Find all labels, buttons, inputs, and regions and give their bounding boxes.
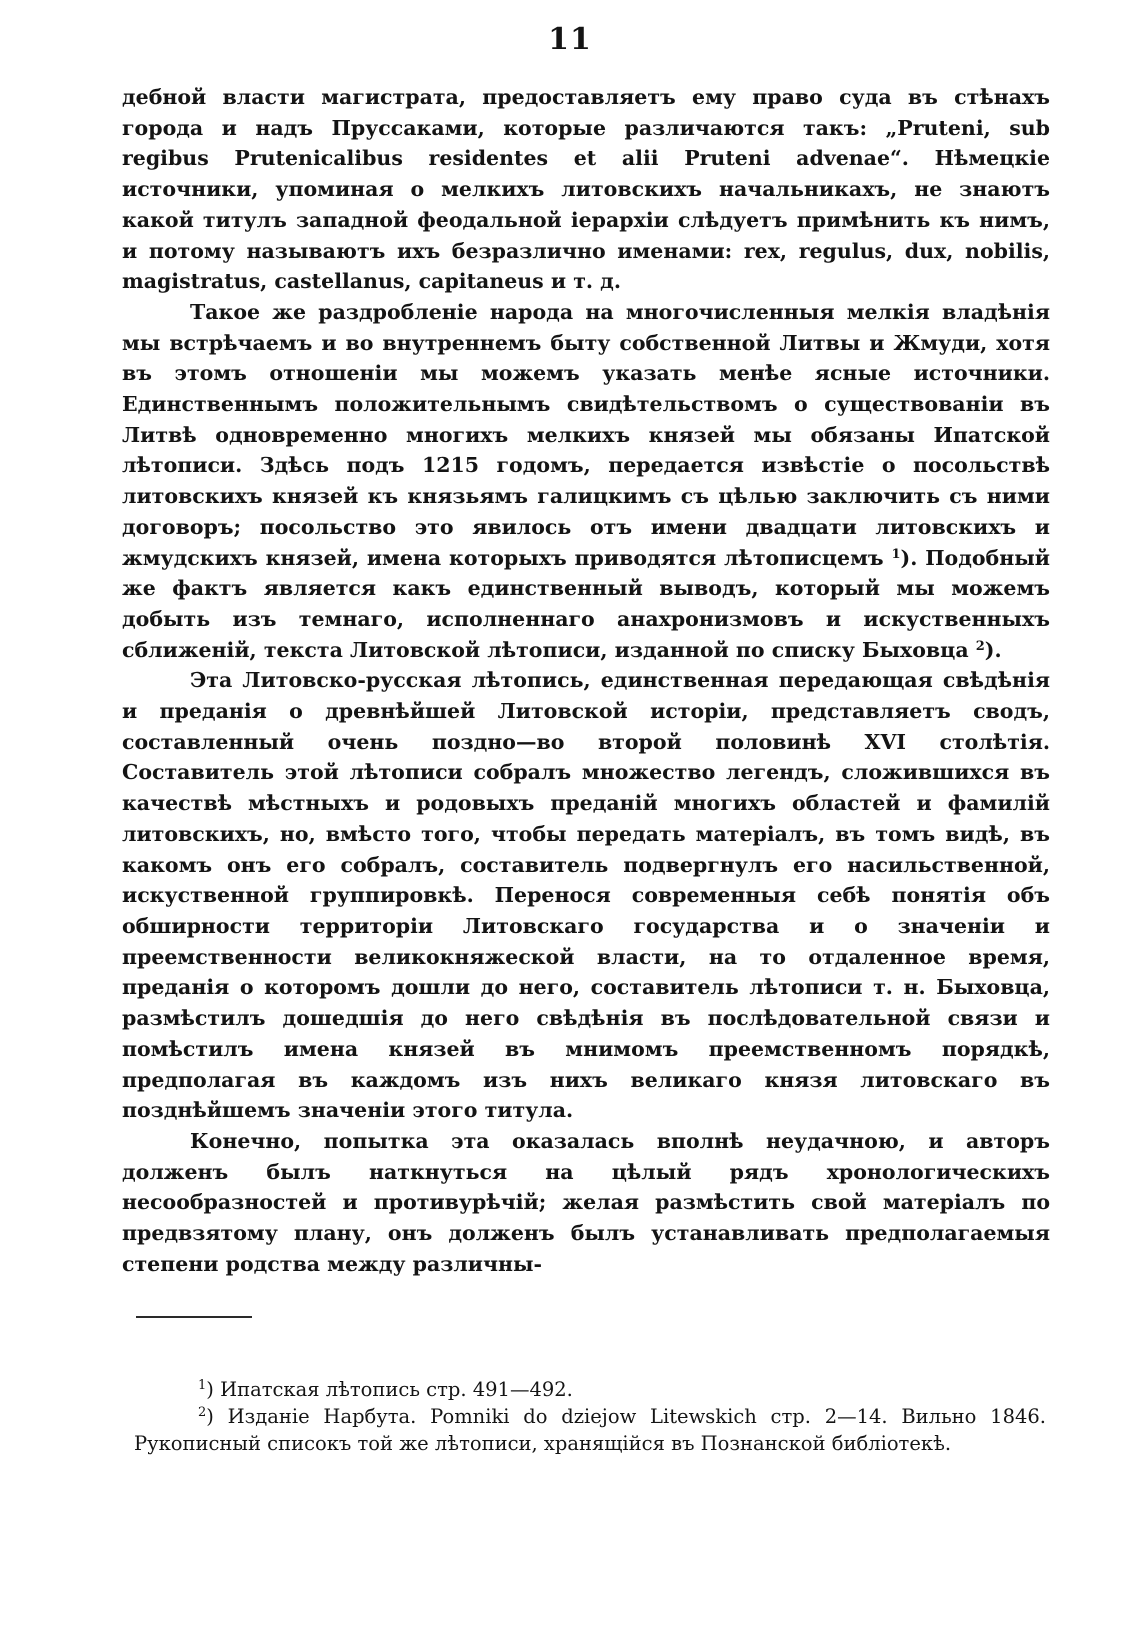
paragraph-4: Конечно, попытка эта оказалась вполнѣ неудачною, и авторъ долженъ былъ наткнуться на цѣлый рядъ хронологическихъ несообразностей и противурѣчій; желая размѣстить свой матеріалъ по предвзятому плану, онъ долженъ былъ устанавливать предполагаемыя степени родства между различны- <box>122 1128 1050 1276</box>
footnote-ref-1: 1 <box>891 546 901 562</box>
footnote-1 <box>134 1376 1046 1403</box>
footnote-1-mark: 1 <box>198 1378 207 1393</box>
paragraph-1: дебной власти магистрата, предоставляетъ ему право суда въ стѣнахъ города и надъ Пруссаками, которые различаются такъ: „Pruteni, sub regibus Prutenicalibus residentes et alii Pruteni advenae“. Нѣмецкіе источники, упоминая о мелкихъ литовскихъ начальникахъ, не знаютъ какой титулъ западной феодальной іерархіи слѣдуетъ примѣнить къ нимъ, и потому называютъ ихъ безразлично именами: rex, regulus, dux, nobilis, magistratus, castellanus, capitaneus и т. д. <box>122 85 1050 294</box>
paragraph-2-part-2: ). Подобный же фактъ является какъ единственный выводъ, который мы можемъ добыть изъ темнаго, исполненнаго анахронизмовъ и искуственныхъ сближеній, текста Литовской лѣтописи, изданной по списку Быховца <box>122 545 1050 662</box>
footnotes <box>134 1376 1046 1457</box>
footnote-2 <box>134 1403 1046 1457</box>
page-number: 11 <box>548 22 592 57</box>
main-text <box>122 82 1050 1279</box>
paragraph-3: Эта Литовско-русская лѣтопись, единственная передающая свѣдѣнія и преданія о древнѣйшей Литовской исторіи, представляетъ сводъ, составленный очень поздно—во второй половинѣ XVI столѣтія. Составитель этой лѣтописи собралъ множество легендъ, сложившихся въ качествѣ мѣстныхъ и родовыхъ преданій многихъ областей и фамилій литовскихъ, но, вмѣсто того, чтобы передать матеріалъ, въ томъ видѣ, въ какомъ онъ его собралъ, составитель подвергнулъ его насильственной, искуственной группировкѣ. Перенося современныя себѣ понятія объ обширности территоріи Литовскаго государства и о значеніи и преемственности великокняжеской власти, на то отдаленное время, преданія о которомъ дошли до него, составитель лѣтописи т. н. Быховца, размѣстилъ дошедшія до него свѣдѣнія въ послѣдовательной связи и помѣстилъ имена князей въ мнимомъ преемственномъ порядкѣ, предполагая въ каждомъ изъ нихъ великаго князя литовскаго въ позднѣйшемъ значеніи этого титула. <box>122 668 1050 1123</box>
footnote-2-text: ) Изданіе Нарбута. Pomniki do dziejow Litewskich стр. 2—14. Вильно 1846. Рукописный списокъ той же лѣтописи, хранящійся въ Познанской библіотекѣ. <box>134 1405 1046 1455</box>
paragraph-2 <box>122 297 1050 665</box>
footnote-2-mark: 2 <box>198 1405 207 1420</box>
paragraph-2-part-1: Такое же раздробленіе народа на многочисленныя мелкія владѣнія мы встрѣчаемъ и во внутреннемъ быту собственной Литвы и Жмуди, хотя въ этомъ отношеніи мы можемъ указать менѣе ясные источники. Единственнымъ положительнымъ свидѣтельствомъ о существованіи въ Литвѣ одновременно многихъ мелкихъ князей мы обязаны Ипатской лѣтописи. Здѣсь подъ 1215 годомъ, передается извѣстіе о посольствѣ литовскихъ князей къ князьямъ галицкимъ съ цѣлью заключить съ ними договоръ; посольство это явилось отъ имени двадцати литовскихъ и жмудскихъ князей, имена которыхъ приводятся лѣтописцемъ <box>122 299 1050 570</box>
footnote-separator <box>136 1316 252 1318</box>
paragraph-2-part-3: ). <box>984 637 1002 662</box>
footnote-1-text: ) Ипатская лѣтопись стр. 491—492. <box>206 1378 573 1401</box>
footnote-ref-2: 2 <box>975 638 985 654</box>
